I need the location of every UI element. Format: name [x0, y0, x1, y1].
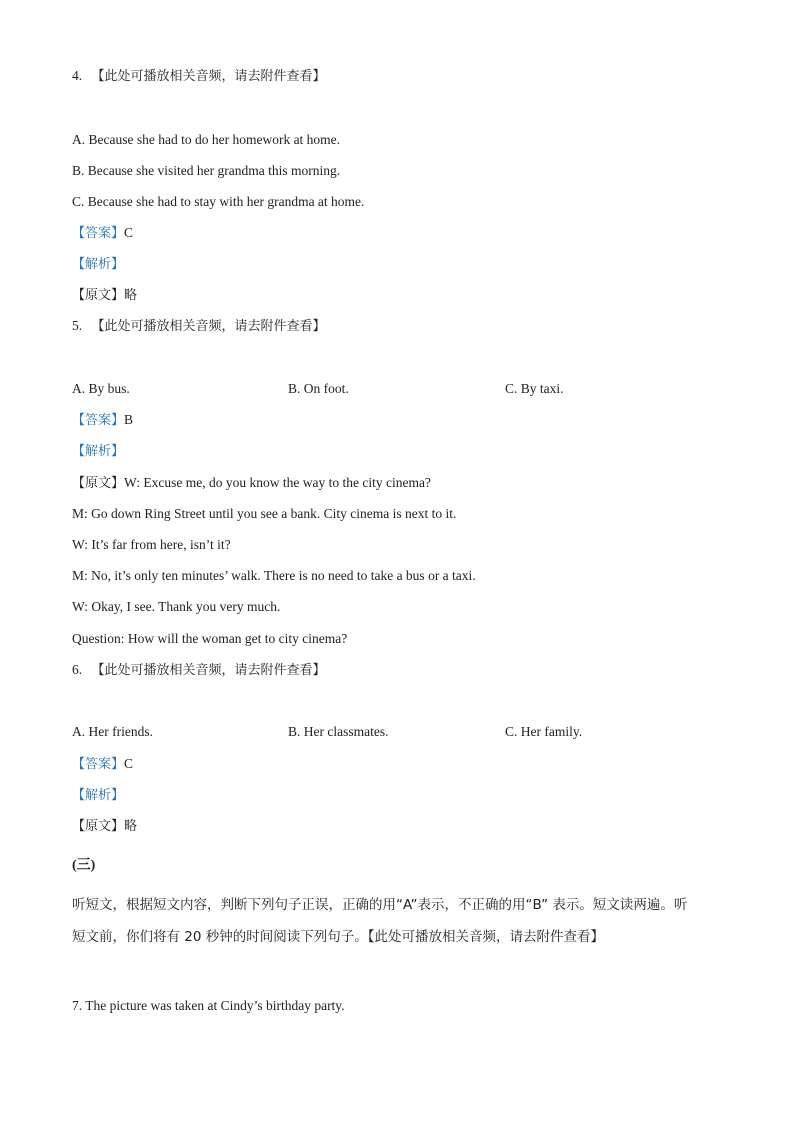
q4-original-label: 【原文】 — [72, 288, 125, 303]
q7-statement: 7. The picture was taken at Cindy’s birthday party. — [72, 998, 345, 1013]
q6-original-label: 【原文】 — [72, 819, 125, 834]
q5-header — [72, 317, 326, 336]
q5-option-a: A. By bus. — [72, 381, 130, 396]
q5-answer — [72, 411, 133, 430]
q6-answer — [72, 755, 133, 774]
q4-analysis-label: 【解析】 — [72, 257, 125, 272]
q4-option-b: B. Because she visited her grandma this morning. — [72, 163, 341, 178]
q6-option-b: B. Her classmates. — [288, 724, 389, 739]
q4-option-a: A. Because she had to do her homework at home. — [72, 132, 341, 147]
q5-question: Question: How will the woman get to city cinema? — [72, 631, 348, 646]
q6-answer-label: 【答案】 — [72, 757, 125, 772]
section-3-instruction-line-2: 短文前，你们将有 20 秒钟的时间阅读下列句子。【此处可播放相关音频，请去附件查看】 — [72, 929, 605, 945]
q6-original — [72, 817, 137, 836]
q5-transcript-line-3: W: It’s far from here, isn’t it? — [72, 537, 231, 552]
q5-transcript-line-2: M: Go down Ring Street until you see a bank. City cinema is next to it. — [72, 506, 457, 521]
q5-answer-value: B — [124, 412, 134, 427]
q6-answer-value: C — [124, 756, 134, 771]
section-3-instruction-line-1: 听短文，根据短文内容，判断下列句子正误，正确的用“A”表示，不正确的用“B” 表示。短文读两遍。听 — [72, 897, 688, 913]
q5-original — [72, 474, 431, 493]
q4-answer-value: C — [124, 225, 134, 240]
q5-analysis-label: 【解析】 — [72, 444, 125, 459]
q5-transcript-line-4: M: No, it’s only ten minutes’ walk. There is no need to take a bus or a taxi. — [72, 568, 476, 583]
q6-analysis — [72, 786, 124, 805]
q5-original-label: 【原文】 — [72, 476, 125, 491]
q4-header — [72, 67, 326, 86]
q4-original-text: 略 — [124, 288, 138, 303]
q6-audio-note[interactable]: 【此处可播放相关音频，请去附件查看】 — [91, 663, 326, 678]
section-3-heading: (三) — [72, 858, 96, 873]
q4-answer-label: 【答案】 — [72, 226, 125, 241]
q6-option-c: C. Her family. — [505, 724, 583, 739]
q6-option-a: A. Her friends. — [72, 724, 153, 739]
q6-number: 6. — [72, 662, 83, 677]
q6-header — [72, 661, 326, 680]
q4-number: 4. — [72, 68, 83, 83]
q4-analysis — [72, 255, 124, 274]
q5-number: 5. — [72, 318, 83, 333]
q5-option-c: C. By taxi. — [505, 381, 564, 396]
q5-transcript-line-5: W: Okay, I see. Thank you very much. — [72, 599, 281, 614]
q5-analysis — [72, 442, 124, 461]
q4-option-c: C. Because she had to stay with her grandma at home. — [72, 194, 365, 209]
q4-original — [72, 286, 137, 305]
q5-audio-note[interactable]: 【此处可播放相关音频，请去附件查看】 — [91, 319, 326, 334]
q6-original-text: 略 — [124, 819, 138, 834]
q5-transcript-line-1: W: Excuse me, do you know the way to the city cinema? — [124, 475, 431, 490]
q4-audio-note[interactable]: 【此处可播放相关音频，请去附件查看】 — [91, 69, 326, 84]
q5-answer-label: 【答案】 — [72, 413, 125, 428]
q6-analysis-label: 【解析】 — [72, 788, 125, 803]
q4-answer — [72, 224, 133, 243]
q5-option-b: B. On foot. — [288, 381, 349, 396]
